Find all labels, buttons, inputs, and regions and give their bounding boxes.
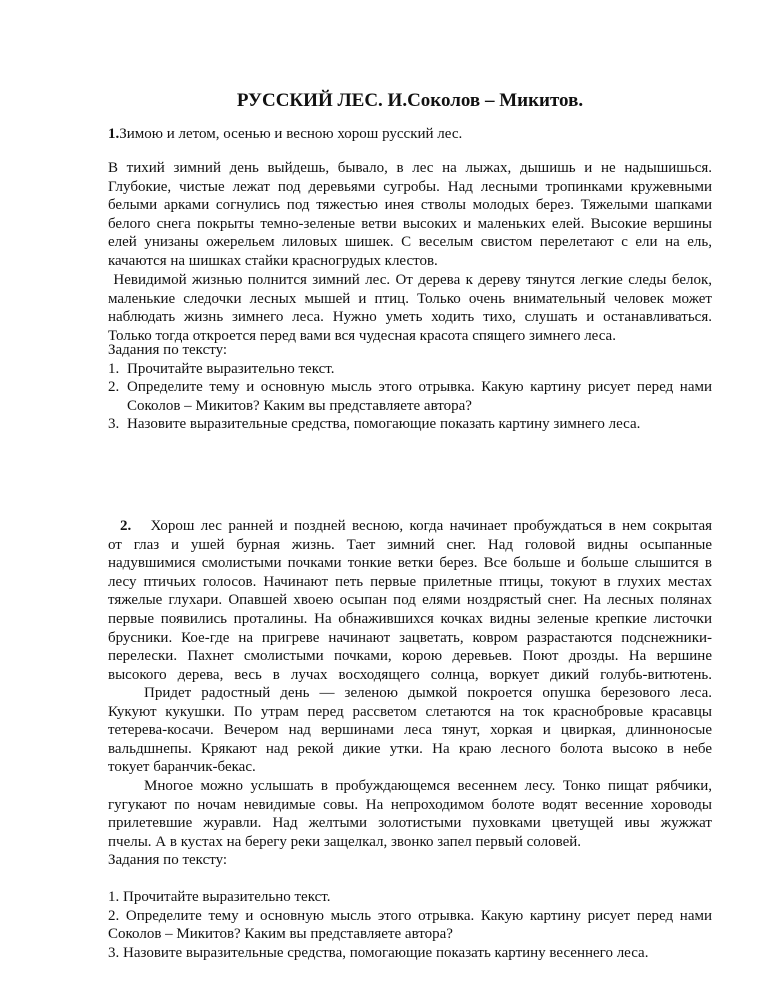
text-line: прилетевшие журавли. Над желтыми золотистыми пуховками цветущей ивы жужжат [108,815,712,832]
text-line: первые появились проталины. На обнажившихся кочках видны зеленые крепкие листочки [108,610,712,627]
text-line: Многое можно услышать в пробуждающемся весеннем лесу. Тонко пищат рябчики, [144,778,712,794]
text-line: Кукуют кукушки. По утрам перед рассветом слетаются на ток краснобровые красавцы [108,703,712,720]
section1-intro-text: Зимою и летом, осенью и весною хорош русский лес. [119,126,463,142]
section2-paragraph3 [108,777,712,851]
blank-line [108,870,712,889]
section1-tasks [108,341,712,434]
section1-paragraph2 [108,271,712,345]
task-text [127,378,712,415]
text-line: Придет радостный день — зеленою дымкой покроется опушка березового леса. [144,685,712,701]
text-line: наблюдать жизнь зимнего леса. Нужно уметь ходить тихо, слушать и останавливаться. [108,309,712,326]
text-line: брусники. Кое-где на пригреве начинают зацветать, ковром разрастаются подснежники- [108,629,712,646]
task-item [108,360,712,379]
task-item [108,415,712,434]
section2-paragraph1 [108,517,712,684]
text-line: Определите тему и основную мысль этого отрывка. Какую картину рисует перед нами [127,379,712,396]
tasks-heading: Задания по тексту: [108,852,228,868]
text-line: гугукают по ночам невидимые совы. На непроходимом болоте водят весенние хороводы [108,796,712,813]
text-line: Соколов – Микитов? Каким вы представляете автора? [127,397,472,414]
text-line: 2. Хорош лес ранней и поздней весною, когда начинает пробуждаться в нем сокрытая [120,518,713,534]
task-item: 2. Определите тему и основную мысль этого отрывка. Какую картину рисует перед нами [108,907,712,924]
section1-paragraph1 [108,159,712,271]
section1-intro [108,125,712,144]
text-line: белыми арками согнулись под тяжестью инея стволы молодых берез. Тяжелыми шапками [108,197,712,214]
task-number: 2. [108,379,120,396]
task-item: Соколов – Микитов? Каким вы представляете автора? [108,926,453,943]
tasks-heading: Задания по тексту: [108,342,228,358]
text-line: тетерева-косачи. Вечером над вершинами леса тянут, хоркая и цвиркая, длинноносые [108,722,712,739]
section2-number: 2. [120,518,132,534]
text-line: В тихий зимний день выйдешь, бывало, в лес на лыжах, дышишь и не надышишься. [108,160,712,176]
task-item [108,378,712,415]
task-text: Назовите выразительные средства, помогающие показать картину зимнего леса. [127,416,641,433]
section1-number: 1. [108,126,120,142]
text-line: от глаз и ушей бурная жизнь. Тает зимний снег. Над головой видны осыпанные [108,536,712,553]
text-line: вальдшнепы. Крякают над рекой дикие утки. На краю лесного болота высоко в небе [108,740,712,757]
text-line: Только тогда откроется перед вами вся чудесная красота спящего зимнего леса. [108,327,616,344]
task-number: 3. [108,416,120,433]
task-item: 1. Прочитайте выразительно текст. [108,889,331,906]
section2-tasks [108,851,712,963]
text-line: пчелы. А в кустах на берегу реки защелкал, звонко запел первый соловей. [108,833,582,850]
text-line: токует баранчик-бекас. [108,759,256,776]
task-item: 3. Назовите выразительные средства, помогающие показать картину весеннего леса. [108,944,649,961]
text-line: елей унизаны ожерельем лиловых шишек. С веселым свистом перелетают с ели на ель, [108,234,712,251]
text-line: высокого дерева, весь в лучах восходящего солнца, воркует дикий голубь-витютень. [108,666,712,683]
text-line: перелески. Пахнет смолистыми почками, корою деревьев. Поют дрозды. На вершине [108,648,712,665]
text-line: Невидимой жизнью полнится зимний лес. От дерева к дереву тянутся легкие следы белок, [108,272,712,288]
text-line: белого снега покрыты темно-зеленые ветви высоких и маленьких елей. Высокие вершины [108,215,712,232]
text-line: надувшимися смолистыми почками тонкие ветки берез. Все больше и больше слышится в [108,555,712,572]
text-line: качаются на шишках стайки красногрудых клестов. [108,252,438,269]
text-line: лесу птичьих голосов. Начинают петь первые прилетные птицы, токуют в глухих местах [108,573,712,590]
text-line: Глубокие, чистые лежат под деревьями сугробы. Над лесными тропинками кружевными [108,178,712,195]
section2-paragraph2 [108,684,712,777]
task-number: 1. [108,360,120,377]
document-title: РУССКИЙ ЛЕС. И.Соколов – Микитов. [236,90,584,111]
task-text: Прочитайте выразительно текст. [127,360,335,377]
text-line: тяжелые глухари. Опавшей хвоею осыпан под елями ноздрястый снег. На лесных полянах [108,592,712,609]
text-line: маленькие следочки лесных мышей и птиц. Только очень внимательный человек может [108,290,712,307]
